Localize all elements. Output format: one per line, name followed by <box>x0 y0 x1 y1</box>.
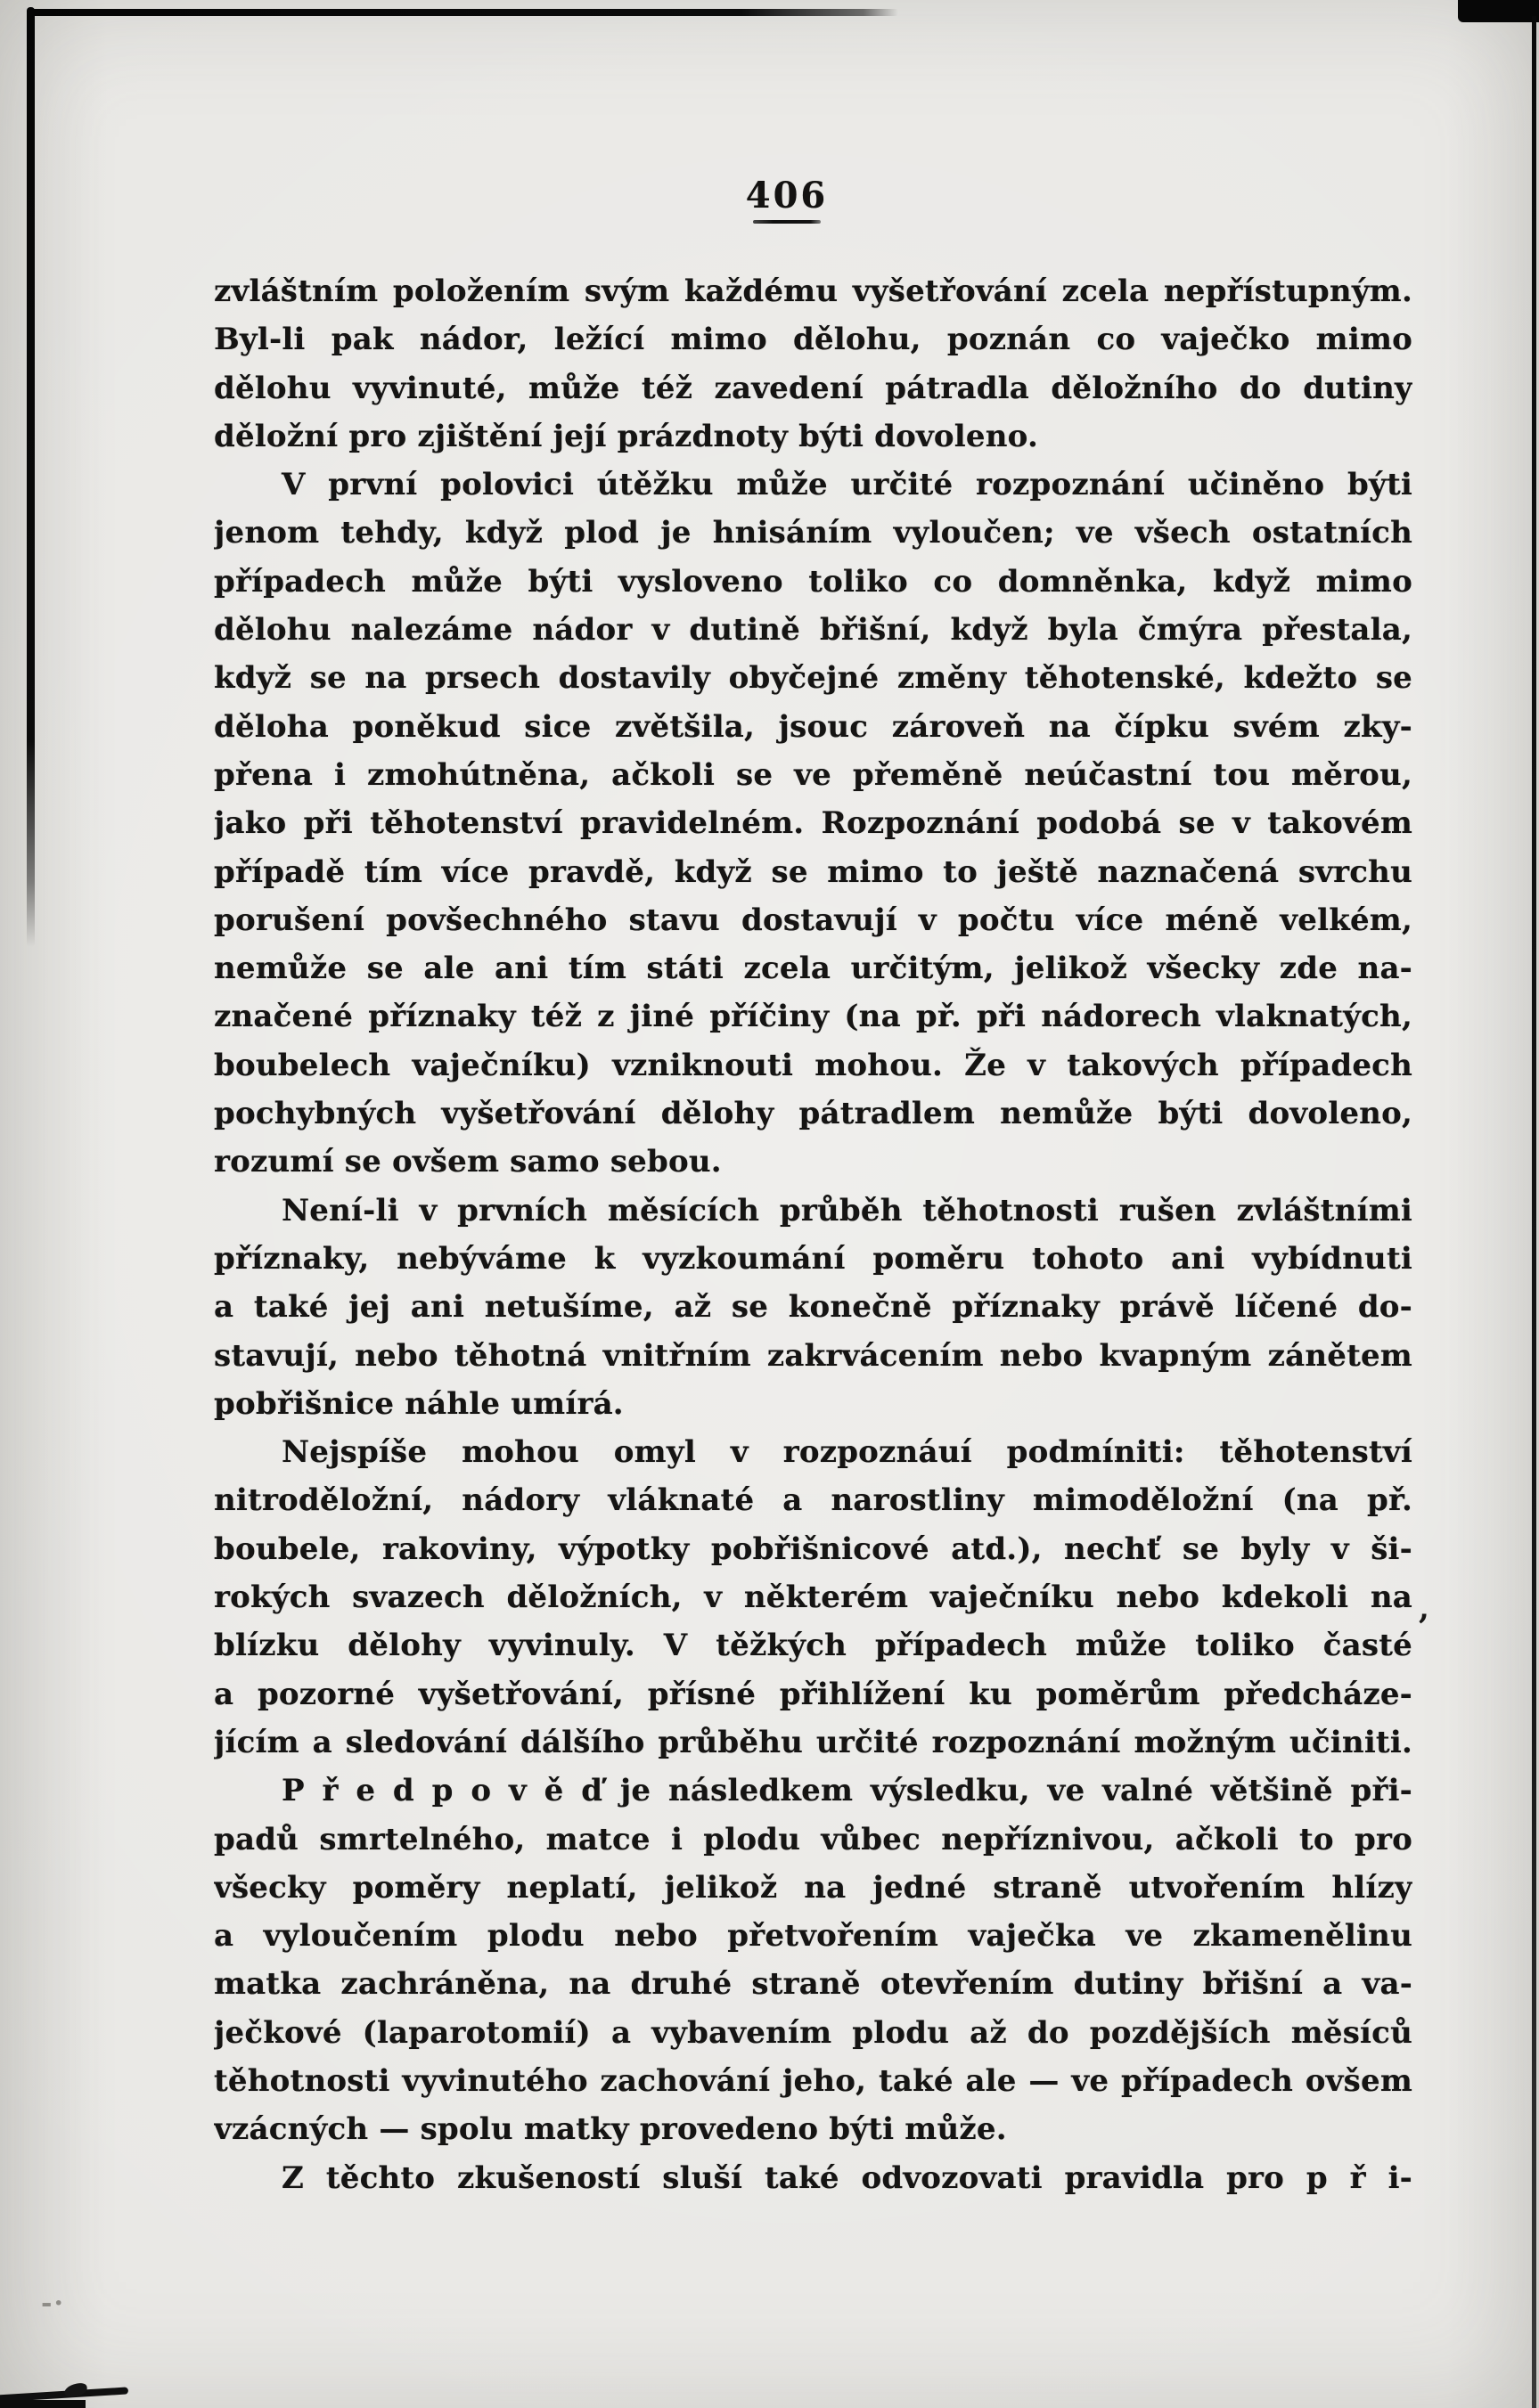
scan-edge-top <box>27 9 898 16</box>
scan-edge-corner-top-right <box>1458 0 1539 22</box>
margin-pencil-mark: -· <box>41 2288 65 2319</box>
text-line: a pozorné vyšetřování, přísné přihlížení ku poměrům předcháze- <box>214 1676 1412 1712</box>
stray-ink-mark: , <box>1419 1591 1429 1627</box>
text-line: všecky poměry neplatí, jelikož na jedné straně utvořením hlízy <box>214 1869 1412 1906</box>
text-line: ječkové (laparotomií) a vybavením plodu až do pozdějších měsíců <box>214 2014 1412 2051</box>
text-line: Z těchto zkušeností sluší také odvozovati pravidla pro p ř i- <box>282 2159 1412 2196</box>
text-line: značené příznaky též z jiné příčiny (na př. při nádorech vlaknatých, <box>214 999 1412 1035</box>
text-line: porušení povšechného stavu dostavují v počtu více méně velkém, <box>214 902 1412 938</box>
text-line: matka zachráněna, na druhé straně otevřením dutiny břišní a va- <box>214 1966 1412 2003</box>
text-line: P ř e d p o v ě ď je následkem výsledku, ve valné většině při- <box>282 1773 1412 1809</box>
body-text <box>214 267 1412 2202</box>
text-line: boubelech vaječníku) vzniknouti mohou. Že v takových případech <box>214 1047 1412 1083</box>
text-line: dělohu nalezáme nádor v dutině břišní, když byla čmýra přestala, <box>214 612 1412 649</box>
text-line: rozumí se ovšem samo sebou. <box>214 1144 722 1180</box>
text-line: přena i zmohútněna, ačkoli se ve přeměně neúčastní tou měrou, <box>214 756 1412 793</box>
text-line: rokých svazech děložních, v některém vaječníku nebo kdekoli na <box>214 1579 1412 1616</box>
text-line: jako při těhotenství pravidelném. Rozpoznání podobá se v takovém <box>214 805 1412 842</box>
text-line: blízku dělohy vyvinuly. V těžkých případech může toliko časté <box>214 1628 1412 1664</box>
text-line: zvláštním položením svým každému vyšetřování zcela nepřístupným. <box>214 273 1412 309</box>
text-line: pochybných vyšetřování dělohy pátradlem nemůže býti dovoleno, <box>214 1096 1412 1132</box>
scan-edge-bottom <box>0 2400 86 2408</box>
text-line: těhotnosti vyvinutého zachování jeho, také ale — ve případech ovšem <box>214 2062 1412 2099</box>
page-number-rule <box>753 220 821 224</box>
text-line: a také jej ani netušíme, až se konečně příznaky právě líčené do- <box>214 1289 1412 1326</box>
text-line: jenom tehdy, když plod je hnisáním vyloučen; ve všech ostatních <box>214 515 1412 551</box>
text-line: nitroděložní, nádory vláknaté a narostliny mimoděložní (na př. <box>214 1482 1412 1519</box>
page-number: 406 <box>745 175 829 216</box>
page-header <box>745 175 829 224</box>
text-line: když se na prsech dostavily obyčejné změny těhotenské, kdežto se <box>214 660 1412 697</box>
text-line: Nejspíše mohou omyl v rozpoznáuí podmíniti: těhotenství <box>282 1434 1412 1471</box>
text-line: vzácných — spolu matky provedeno býti může. <box>214 2111 1007 2148</box>
text-line: pobřišnice náhle umírá. <box>214 1385 624 1422</box>
text-line: V první polovici útěžku může určité rozpoznání učiněno býti <box>282 467 1412 503</box>
text-line: boubele, rakoviny, výpotky pobřišnicové atd.), nechť se byly v ši- <box>214 1531 1412 1567</box>
scan-edge-right <box>1532 16 1536 2408</box>
text-line: děloha poněkud sice zvětšila, jsouc zároveň na čípku svém zky- <box>214 708 1412 745</box>
text-line: Byl-li pak nádor, ležící mimo dělohu, poznán co vaječko mimo <box>214 322 1412 358</box>
text-line: případě tím více pravdě, když se mimo to ještě naznačená svrchu <box>214 853 1412 890</box>
text-line: příznaky, nebýváme k vyzkoumání poměru tohoto ani vybídnuti <box>214 1240 1412 1277</box>
text-line: dělohu vyvinuté, může též zavedení pátradla děložního do dutiny <box>214 370 1412 406</box>
scan-edge-left <box>27 7 35 947</box>
text-line: Není-li v prvních měsících průběh těhotnosti rušen zvláštními <box>282 1192 1412 1228</box>
text-line: a vyloučením plodu nebo přetvořením vaječka ve zkamenělinu <box>214 1918 1412 1955</box>
text-line: děložní pro zjištění její prázdnoty býti dovoleno. <box>214 418 1038 454</box>
text-line: případech může býti vysloveno toliko co domněnka, když mimo <box>214 563 1412 600</box>
text-line: padů smrtelného, matce i plodu vůbec nepříznivou, ačkoli to pro <box>214 1821 1412 1857</box>
text-line: jícím a sledování dálšího průběhu určité rozpoznání možným učiniti. <box>214 1724 1412 1760</box>
text-line: nemůže se ale ani tím státi zcela určitým, jelikož všecky zde na- <box>214 951 1412 987</box>
text-line: stavují, nebo těhotná vnitřním zakrvácením nebo kvapným zánětem <box>214 1337 1412 1374</box>
